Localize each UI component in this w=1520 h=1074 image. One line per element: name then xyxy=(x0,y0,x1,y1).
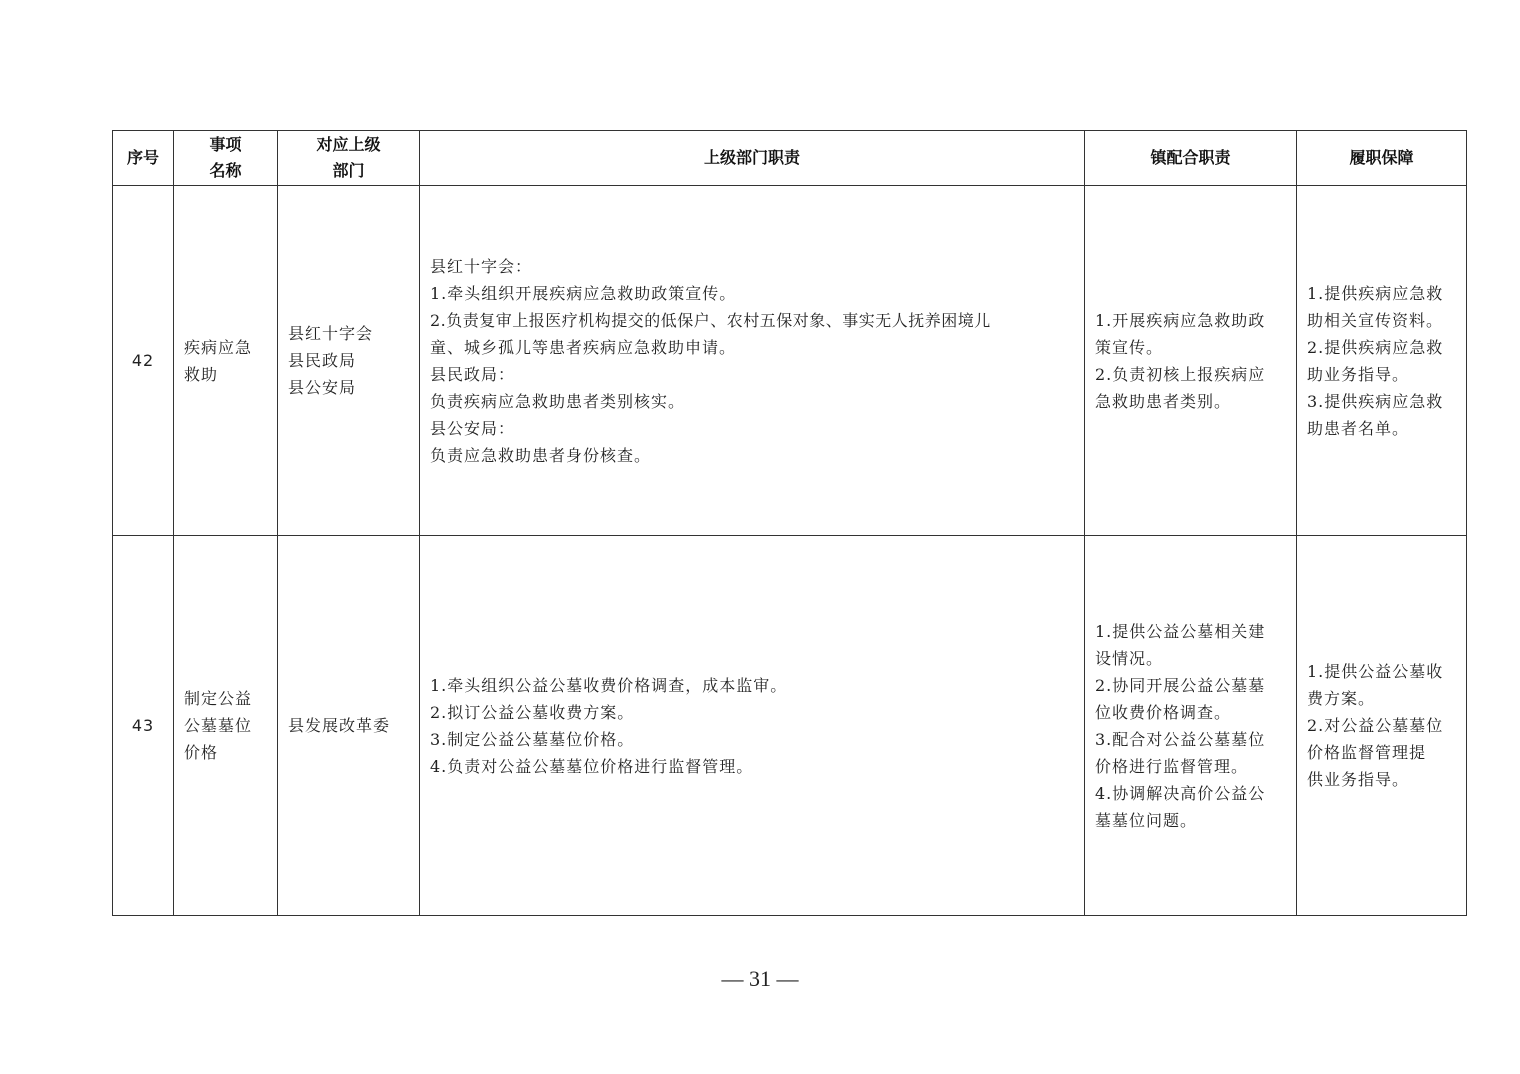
table-row xyxy=(113,536,1467,916)
cell-town-duty: 1.提供公益公墓相关建 设情况。 2.协同开展公益公墓墓 位收费价格调查。 3.配合对公益公墓墓位 价格进行监督管理。 4.协调解决高价公益公 墓墓位问题。 xyxy=(1085,536,1297,916)
header-town-duty: 镇配合职责 xyxy=(1085,131,1297,186)
cell-guarantee: 1.提供公益公墓收 费方案。 2.对公益公墓墓位 价格监督管理提 供业务指导。 xyxy=(1297,536,1467,916)
cell-town-duty: 1.开展疾病应急救助政 策宣传。 2.负责初核上报疾病应 急救助患者类别。 xyxy=(1085,186,1297,536)
table-header-row xyxy=(113,131,1467,186)
header-item-name: 事项 名称 xyxy=(174,131,278,186)
header-superior-dept: 对应上级 部门 xyxy=(278,131,420,186)
cell-seq: 43 xyxy=(113,536,174,916)
table-row xyxy=(113,186,1467,536)
page-number: — 31 — xyxy=(721,966,799,991)
cell-guarantee: 1.提供疾病应急救 助相关宣传资料。 2.提供疾病应急救 助业务指导。 3.提供疾病应急救 助患者名单。 xyxy=(1297,186,1467,536)
duty-table xyxy=(112,130,1467,916)
cell-superior-dept: 县红十字会 县民政局 县公安局 xyxy=(278,186,420,536)
header-guarantee: 履职保障 xyxy=(1297,131,1467,186)
cell-superior-duty: 1.牵头组织公益公墓收费价格调查，成本监审。 2.拟订公益公墓收费方案。 3.制定公益公墓墓位价格。 4.负责对公益公墓墓位价格进行监督管理。 xyxy=(420,536,1085,916)
cell-item-name: 制定公益 公墓墓位 价格 xyxy=(174,536,278,916)
header-seq: 序号 xyxy=(113,131,174,186)
cell-superior-duty: 县红十字会： 1.牵头组织开展疾病应急救助政策宣传。 2.负责复审上报医疗机构提交的低保户、农村五保对象、事实无人抚养困境儿 童、城乡孤儿等患者疾病应急救助申请。 县民政局： 负责疾病应急救助患者类别核实。 县公安局： 负责应急救助患者身份核查。 xyxy=(420,186,1085,536)
cell-superior-dept: 县发展改革委 xyxy=(278,536,420,916)
header-superior-duty: 上级部门职责 xyxy=(420,131,1085,186)
cell-item-name: 疾病应急 救助 xyxy=(174,186,278,536)
cell-seq: 42 xyxy=(113,186,174,536)
